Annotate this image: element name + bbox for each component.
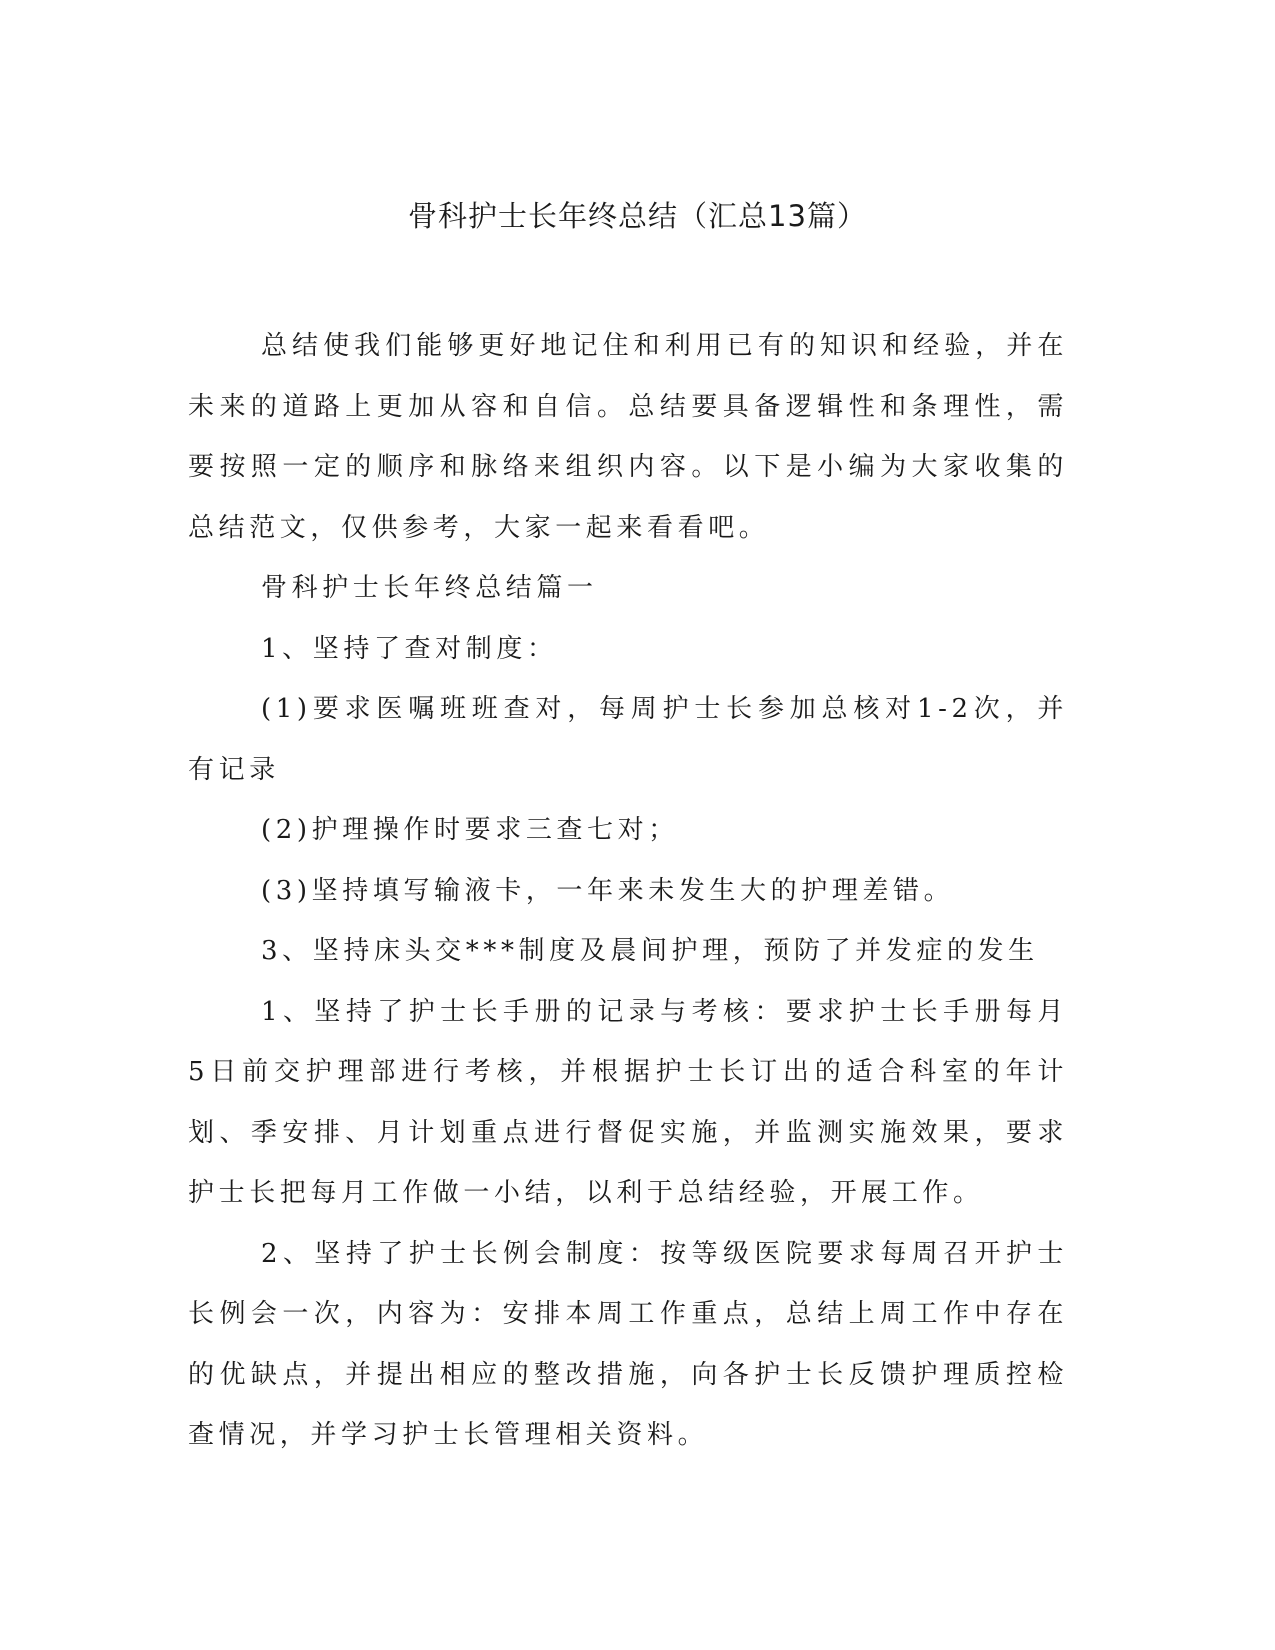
list-item: (2)护理操作时要求三查七对； — [261, 815, 679, 845]
section-heading: 骨科护士长年终总结篇一 — [261, 573, 598, 603]
intro-paragraph: 总结使我们能够更好地记住和利用已有的知识和经验，并在未来的道路上更加从容和自信。总结要具备逻辑性和条理性，需要按照一定的顺序和脉络来组织内容。以下是小编为大家收集的总结范文，仅供参考，大家一起来看看吧。 — [188, 331, 1068, 543]
list-item: (1)要求医嘱班班查对，每周护士长参加总核对1-2次，并有记录 — [188, 694, 1068, 785]
body-paragraph: 1、坚持了护士长手册的记录与考核：要求护士长手册每月5日前交护理部进行考核，并根据护士长订出的适合科室的年计划、季安排、月计划重点进行督促实施，并监测实施效果，要求护士长把每月工作做一小结，以利于总结经验，开展工作。 — [188, 996, 1068, 1208]
list-item: 3、坚持床头交***制度及晨间护理，预防了并发症的发生 — [261, 936, 1039, 966]
body-paragraph: 2、坚持了护士长例会制度：按等级医院要求每周召开护士长例会一次，内容为：安排本周工作重点，总结上周工作中存在的优缺点，并提出相应的整改措施，向各护士长反馈护理质控检查情况，并学习护士长管理相关资料。 — [188, 1238, 1068, 1450]
list-item: (3)坚持填写输液卡，一年来未发生大的护理差错。 — [261, 875, 955, 906]
document-body — [188, 316, 1068, 1466]
document-title: 骨科护士长年终总结（汇总13篇） — [408, 199, 867, 233]
list-item: 1、坚持了查对制度： — [261, 633, 558, 664]
